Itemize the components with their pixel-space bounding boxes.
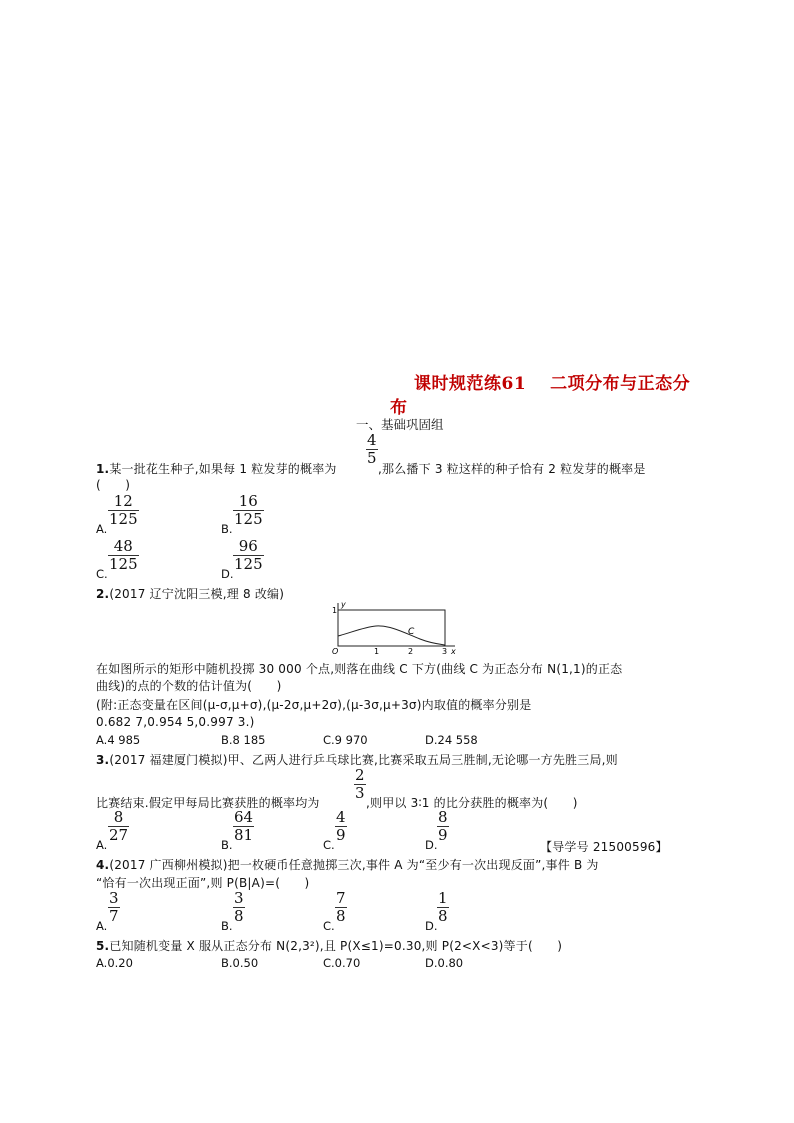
y-axis-label: y — [341, 600, 346, 609]
q4-option-c: 7 8 — [336, 889, 346, 925]
section-heading: 一、基础巩固组 — [356, 417, 444, 432]
q3-stem-line2-tail: ,则甲以 3∶1 的比分获胜的概率为( ) — [366, 796, 578, 810]
q1-option-d-label: D. — [221, 567, 234, 581]
q4-stem-line1: 4.(2017 广西柳州模拟)把一枚硬币任意抛掷三次,事件 A 为“至少有一次出现反面”,事件 B 为 — [96, 858, 599, 872]
q4-option-d: 1 8 — [438, 889, 448, 925]
q5-option-d: D.0.80 — [425, 956, 464, 970]
q3-stem-fraction: 2 3 — [355, 766, 365, 802]
page-title: 课时规范练61 二项分布与正态分 — [414, 374, 691, 394]
curve-label: C — [408, 627, 415, 637]
q2-option-b: B.8 185 — [221, 733, 266, 747]
q1-option-c-label: C. — [96, 567, 108, 581]
q3-stem-line2: 比赛结束.假定甲每局比赛获胜的概率均为 — [96, 796, 320, 810]
q4-option-c-label: C. — [323, 919, 335, 933]
q3-option-c: 4 9 — [336, 808, 346, 844]
normal-curve-figure — [330, 600, 460, 658]
origin-label: O — [332, 647, 339, 656]
x-axis-label: x — [451, 647, 456, 656]
q5-option-a: A.0.20 — [96, 956, 133, 970]
q3-stem-line1: 3.(2017 福建厦门模拟)甲、乙两人进行乒乓球比赛,比赛采取五局三胜制,无论哪一方先胜三局,则 — [96, 753, 618, 767]
q2-stem-line1: 在如图所示的矩形中随机投掷 30 000 个点,则落在曲线 C 下方(曲线 C 为正态分布 N(1,1)的正态 — [96, 662, 623, 676]
q1-stem-fraction: 4 5 — [367, 431, 377, 467]
x-tick-3: 3 — [442, 647, 448, 656]
q2-appendix-line1: (附:正态变量在区间(μ-σ,μ+σ),(μ-2σ,μ+2σ),(μ-3σ,μ+3σ)内取值的概率分别是 — [96, 698, 532, 712]
q4-option-d-label: D. — [425, 919, 438, 933]
q2-option-d: D.24 558 — [425, 733, 478, 747]
q3-option-b-label: B. — [221, 838, 233, 852]
q1-stem: 1.某一批花生种子,如果每 1 粒发芽的概率为 — [96, 462, 337, 476]
q2-appendix-line2: 0.682 7,0.954 5,0.997 3.) — [96, 715, 255, 729]
q5-option-c: C.0.70 — [323, 956, 361, 970]
q1-option-a-label: A. — [96, 522, 108, 536]
q2-option-c: C.9 970 — [323, 733, 368, 747]
q1-stem-tail: ,那么播下 3 粒这样的种子恰有 2 粒发芽的概率是 — [378, 462, 646, 476]
q4-option-a: 3 7 — [109, 889, 119, 925]
q4-option-a-label: A. — [96, 919, 108, 933]
guide-number-ref: 【导学号 21500596】 — [540, 840, 668, 854]
q1-paren: ( ) — [96, 478, 131, 492]
q1-option-c: 48 125 — [109, 537, 138, 573]
q1-option-d: 96 125 — [234, 537, 263, 573]
q4-stem-line2: “恰有一次出现正面”,则 P(B|A)=( ) — [96, 876, 310, 890]
q4-option-b: 3 8 — [234, 889, 244, 925]
one-y-label: 1 — [332, 606, 338, 615]
q5-stem: 5.已知随机变量 X 服从正态分布 N(2,3²),且 P(X≤1)=0.30,则 P(2<X<3)等于( ) — [96, 939, 563, 953]
curve-c — [338, 626, 445, 645]
q3-option-a-label: A. — [96, 838, 108, 852]
q2-source: 2.(2017 辽宁沈阳三模,理 8 改编) — [96, 587, 285, 601]
q5-option-b: B.0.50 — [221, 956, 259, 970]
q3-option-b: 64 81 — [234, 808, 254, 844]
page-title-continued: 布 — [390, 398, 408, 418]
q3-option-d: 8 9 — [438, 808, 448, 844]
q1-option-b-label: B. — [221, 522, 233, 536]
x-tick-1: 1 — [374, 647, 380, 656]
q1-option-b: 16 125 — [234, 492, 263, 528]
q3-option-d-label: D. — [425, 838, 438, 852]
x-tick-2: 2 — [408, 647, 414, 656]
q2-stem-line2: 曲线)的点的个数的估计值为( ) — [96, 679, 282, 693]
q4-option-b-label: B. — [221, 919, 233, 933]
q2-option-a: A.4 985 — [96, 733, 141, 747]
q3-option-a: 8 27 — [109, 808, 129, 844]
q3-option-c-label: C. — [323, 838, 335, 852]
q1-option-a: 12 125 — [109, 492, 138, 528]
